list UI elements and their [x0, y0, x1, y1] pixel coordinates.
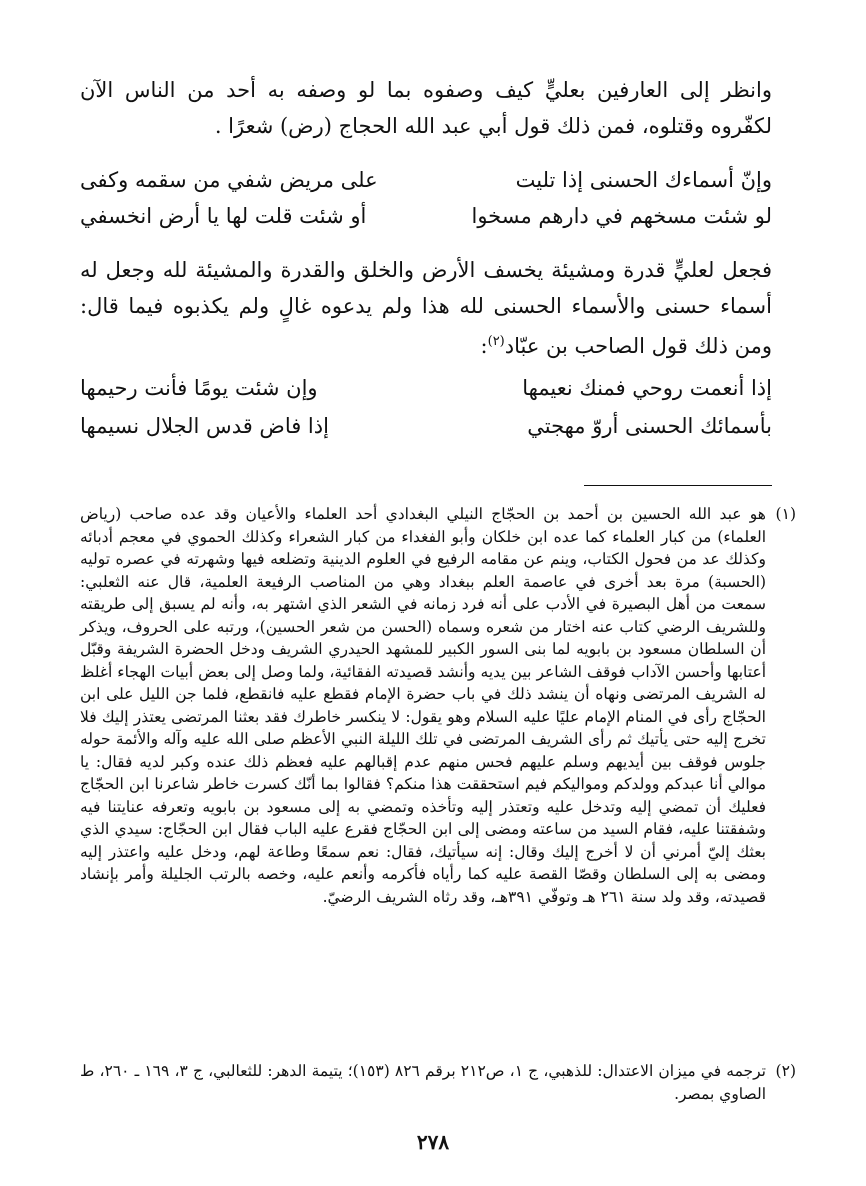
second-paragraph	[80, 252, 772, 364]
page-number: ٢٧٨	[416, 1130, 450, 1154]
footnote-text: ترجمه في ميزان الاعتدال: للذهبي، ج ١، ص٢١٢ برقم ٨٢٦ (١٥٣)؛ يتيمة الدهر: للثعالبي، ج ٣، ١٦٩ ـ ٢٦٠، ط الصاوي بمصر.	[80, 1062, 766, 1103]
verse-first-hemistich: وإنّ أسماءك الحسنى إذا تليت	[515, 168, 772, 192]
footnote-number: (٢)	[775, 1062, 796, 1080]
verse-second-hemistich: وإن شئت يومًا فأنت رحيمها	[80, 376, 318, 400]
footnote-reference: (٢)	[487, 334, 505, 349]
verse-first-hemistich: إذا أنعمت روحي فمنك نعيمها	[522, 376, 772, 400]
footnote-1	[80, 503, 796, 908]
poem2-verse-1	[80, 370, 772, 406]
intro-paragraph: وانظر إلى العارفين بعليٍّ كيف وصفوه بما لو وصفه به أحد من الناس الآن لكفّروه وقتلوه، فمن ذلك قول أبي عبد الله الحجاج (رض) شعرًا .	[80, 78, 772, 138]
verse-first-hemistich: لو شئت مسخهم في دارهم مسخوا	[471, 204, 772, 228]
verse-first-hemistich: بأسمائك الحسنى أروّ مهجتي	[527, 414, 772, 438]
paragraph-text: فجعل لعليٍّ قدرة ومشيئة يخسف الأرض والخلق والقدرة والمشيئة لله وجعل له أسماء حسنى والأسماء الحسنى لله هذا ولم يدعوه غالٍ ولم يكذبوه فيما قال: ومن ذلك قول الصاحب بن عبّاد	[80, 258, 772, 358]
verse-second-hemistich: أو شئت قلت لها يا أرض انخسفي	[80, 204, 367, 228]
footnote-separator	[584, 485, 772, 486]
poem1-verse-1	[80, 162, 772, 198]
footnote-2	[80, 1060, 796, 1105]
footnote-number: (١)	[775, 505, 796, 523]
footnote-text: هو عبد الله الحسين بن أحمد بن الحجّاج النيلي البغدادي أحد العلماء والأعيان وقد عده صاحب (رياض العلماء) من كبار العلماء كما عده ابن خلكان وأبو الفغداء من كبار الشعراء وكذلك الحموي في معجم أدبائه وكذلك عد من فحول الكتاب، وينم عن مقامه الرفيع في العلوم الدينية وتضلعه فيها وشهرته في عصره توليه (الحسبة) مرة بعد أخرى في عاصمة العلم ببغداد وهي من المناصب الرفيعة العلمية، قال عنه الثعلبي: سمعت من أهل البصيرة في الأدب على أنه فرد زمانه في الشعر الذي اشتهر به، وأنه لم يسبق إلى طريقته وللشريف الرضي كتاب عنه اختار من شعره وسماه (الحسن من شعر الحسين)، ورتبه على الحروف، ويذكر أن السلطان مسعود بن بابويه لما بنى السور الكبير للمشهد الحيدري الشريف ودخل الحضرة الشريفة وقبّل أعتابها وأحسن الآداب فوقف الشاعر بين يديه وأنشد قصيدته الفقائية، ولما وصل إلى بعض أبيات الهجاء أغلظ له الشريف المرتضى ونهاه أن ينشد ذلك في باب حضرة الإمام فقطع عليه فانقطع، فلما جن الليل على ابن الحجّاج رأى في المنام الإمام عليًا عليه السلام وهو يقول: لا ينكسر خاطرك فقد بعثنا المرتضى يعتذر إليك فلا تخرج إليه حتى يأتيك ثم رأى الشريف المرتضى في تلك الليلة النبي الأعظم صلى الله عليه وآله والأئمة حوله جلوس فوقف بين أيديهم وسلم عليهم فحس منهم عدم إقبالهم عليه فعظم ذلك عنده وكبر لديه فقال: يا موالي أنا عبدكم وولدكم ومواليكم فيم استحققت هذا منكم؟ فقالوا بما أنّك كسرت خاطر شاعرنا ابن الحجّاج فعليك أن تمضي إليه وتدخل عليه وتعتذر إليه وتأخذه وتمضي به إلى مسعود بن بابويه وتعرفه عنايتنا فيه وشفقتنا عليه، فقام السيد من ساعته ومضى إلى ابن الحجّاج فقرع عليه الباب فقال ابن الحجّاج: سيدي الذي بعثك إليّ أمرني أن لا أخرج إليك وقال: إنه سيأتيك، فقال: نعم سمعًا وطاعة لهم، ودخل عليه واعتذر إليه ومضى به إلى السلطان وقصّا القصة عليه كما رأياه فأكرمه وأنعم عليه، وخصه بالرتب الجليلة وأمر بإنشاد قصيدته، وقد ولد سنة ٢٦١ هـ وتوفّي ٣٩١هـ، وقد رثاه الشريف الرضيّ.	[80, 505, 766, 906]
paragraph-colon: :	[480, 334, 488, 358]
verse-second-hemistich: على مريض شفي من سقمه وكفى	[80, 168, 378, 192]
poem1-verse-2	[80, 198, 772, 234]
verse-second-hemistich: إذا فاض قدس الجلال نسيمها	[80, 414, 329, 438]
poem2-verse-2	[80, 408, 772, 444]
